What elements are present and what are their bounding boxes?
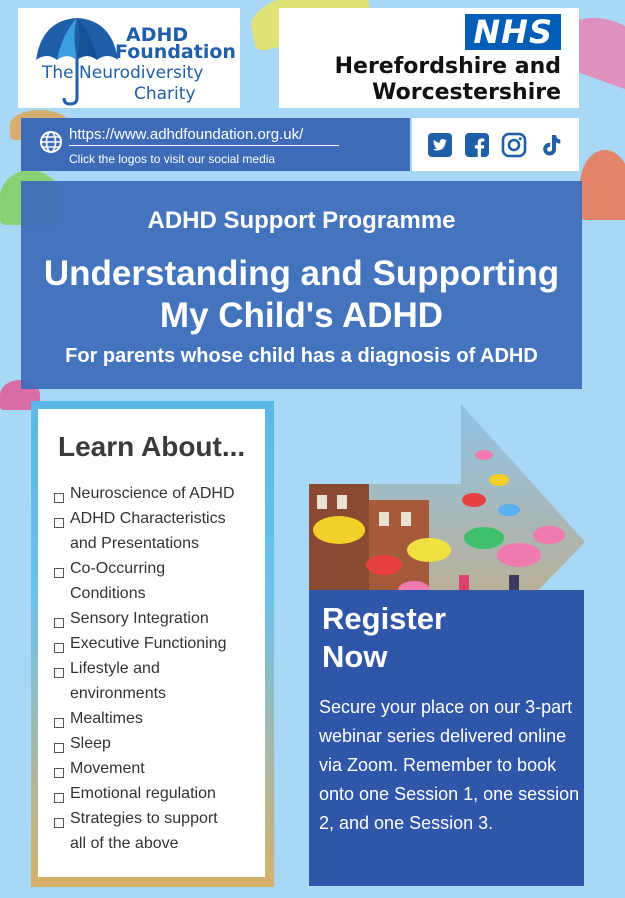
nhs-region-line-2: Worcestershire: [372, 80, 561, 105]
topic-label-line: Conditions: [70, 585, 146, 602]
twitter-icon[interactable]: [427, 132, 453, 158]
topic-label: [70, 806, 218, 856]
checkbox-icon[interactable]: [54, 568, 64, 578]
umbrella-logo-icon: [32, 14, 122, 106]
topic-label: [70, 731, 111, 756]
social-caption: Click the logos to visit our social media: [69, 152, 276, 166]
topic-label-line: Lifestyle and: [70, 660, 160, 677]
topic-item: [58, 731, 265, 756]
topic-label-line: Sleep: [70, 735, 111, 752]
checkbox-icon[interactable]: [54, 668, 64, 678]
topic-label-line: Neuroscience of ADHD: [70, 485, 235, 502]
topic-label: [70, 756, 145, 781]
globe-icon: [39, 130, 63, 154]
topic-item: [58, 506, 265, 556]
register-body-text: Secure your place on our 3-part webinar series delivered online via Zoom. Remember to book onto one Session 1, one session 2, and one Session 3.: [319, 697, 580, 833]
topic-label-line: all of the above: [70, 835, 179, 852]
learn-about-frame: [31, 401, 274, 887]
topic-label-line: ADHD Characteristics: [70, 510, 226, 527]
topic-item: [58, 606, 265, 631]
checkbox-icon[interactable]: [54, 743, 64, 753]
topic-item: [58, 706, 265, 731]
checkbox-icon[interactable]: [54, 518, 64, 528]
topic-item: [58, 806, 265, 856]
register-heading-line-1: Register: [322, 601, 447, 636]
checkbox-icon[interactable]: [54, 793, 64, 803]
topic-list: [58, 481, 265, 856]
register-now-box[interactable]: [309, 590, 584, 886]
nhs-badge: NHS: [465, 14, 561, 50]
register-heading: [322, 600, 446, 676]
link-underline: [69, 145, 339, 146]
audience-subtitle: For parents whose child has a diagnosis of ADHD: [65, 345, 538, 367]
learn-about-title: Learn About...: [58, 431, 246, 462]
topic-item: [58, 656, 265, 706]
learn-about-card: [38, 409, 265, 877]
checkbox-icon[interactable]: [54, 618, 64, 628]
nhs-region-line-1: Herefordshire and: [334, 54, 561, 79]
facebook-icon[interactable]: [464, 132, 490, 158]
programme-title: ADHD Support Programme: [147, 207, 456, 234]
topic-label: [70, 606, 209, 631]
main-title-line-2: My Child's ADHD: [159, 296, 444, 335]
topic-item: [58, 756, 265, 781]
topic-label-line: Executive Functioning: [70, 635, 227, 652]
logo-text-neurodiversity: The Neurodiversity: [42, 63, 204, 83]
topic-item: [58, 556, 265, 606]
topic-label: [70, 481, 235, 506]
topic-label-line: and Presentations: [70, 535, 199, 552]
topic-label: [70, 706, 143, 731]
topic-label: [70, 781, 216, 806]
topic-label: [70, 506, 226, 556]
register-heading-line-2: Now: [322, 639, 388, 674]
logo-text-foundation: Foundation: [115, 41, 236, 63]
social-media-links: [412, 118, 579, 171]
checkbox-icon[interactable]: [54, 768, 64, 778]
topic-label-line: Movement: [70, 760, 145, 777]
adhd-foundation-logo[interactable]: [18, 8, 240, 108]
topic-label-line: Emotional regulation: [70, 785, 216, 802]
checkbox-icon[interactable]: [54, 718, 64, 728]
topic-label: [70, 631, 227, 656]
topic-label-line: environments: [70, 685, 167, 702]
checkbox-icon[interactable]: [54, 643, 64, 653]
tiktok-icon[interactable]: [538, 132, 564, 158]
topic-item: [58, 631, 265, 656]
website-link[interactable]: https://www.adhdfoundation.org.uk/: [69, 126, 304, 143]
topic-item: [58, 481, 265, 506]
topic-label-line: Co-Occurring: [70, 560, 166, 577]
topic-label: [70, 556, 165, 606]
title-banner: [21, 181, 582, 389]
main-title: [21, 253, 582, 337]
logo-text-charity: Charity: [134, 84, 196, 104]
website-bar: [21, 118, 410, 171]
checkbox-icon[interactable]: [54, 493, 64, 503]
main-title-line-1: Understanding and Supporting: [43, 254, 560, 293]
instagram-icon[interactable]: [501, 132, 527, 158]
background-umbrella: [580, 150, 625, 220]
topic-label-line: Mealtimes: [70, 710, 143, 727]
topic-label: [70, 656, 166, 706]
logo-text-adhd: ADHD: [126, 24, 189, 46]
checkbox-icon[interactable]: [54, 818, 64, 828]
topic-item: [58, 781, 265, 806]
topic-label-line: Strategies to support: [70, 810, 218, 827]
topic-label-line: Sensory Integration: [70, 610, 209, 627]
nhs-logo[interactable]: [279, 8, 579, 108]
